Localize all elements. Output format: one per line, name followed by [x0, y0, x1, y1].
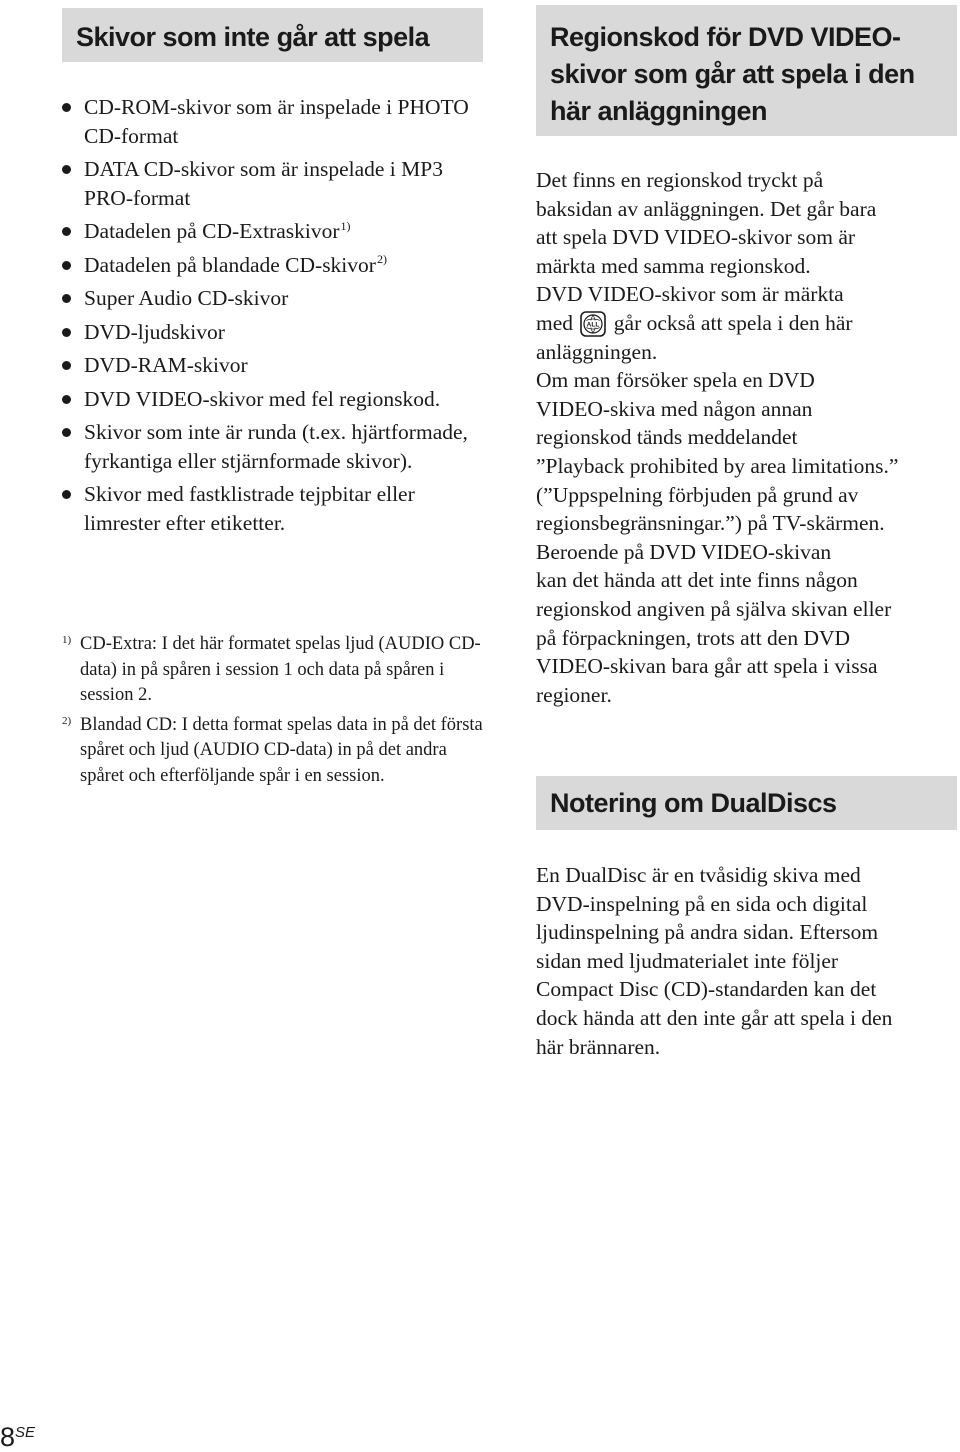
bullet-icon	[62, 490, 71, 499]
list-item	[62, 351, 482, 380]
list-item	[62, 480, 482, 537]
paragraph-line: regionsbegränsningar.”) på TV-skärmen.	[536, 511, 885, 536]
paragraph-line: DVD-inspelning på en sida och digital	[536, 891, 868, 916]
paragraph-line: regionskod tänds meddelandet	[536, 425, 798, 450]
page-number	[0, 1418, 35, 1452]
bullet-icon	[62, 165, 71, 174]
paragraph-line: ljudinspelning på andra sidan. Eftersom	[536, 920, 879, 945]
list-item-text: CD-ROM-skivor som är inspelade i PHOTO CD-format	[84, 95, 469, 148]
page-number-value: 8	[0, 1422, 16, 1452]
list-item-text: DATA CD-skivor som är inspelade i MP3 PRO-format	[84, 157, 443, 210]
list-item	[62, 418, 482, 475]
paragraph-line: Compact Disc (CD)-standarden kan det	[536, 977, 877, 1002]
region-icon-line-before: med	[536, 310, 574, 335]
list-item	[62, 318, 482, 347]
paragraph-line: VIDEO-skivan bara går att spela i vissa	[536, 654, 878, 679]
paragraph-line: anläggningen.	[536, 339, 658, 364]
paragraph-line: märkta med samma regionskod.	[536, 253, 811, 278]
paragraph-line: sidan med ljudmaterialet inte följer	[536, 948, 839, 973]
paragraph-line: att spela DVD VIDEO-skivor som är	[536, 225, 856, 250]
list-item-text: Skivor som inte är runda (t.ex. hjärtformade, fyrkantiga eller stjärnformade skivor).	[84, 420, 468, 473]
paragraph-line: Beroende på DVD VIDEO-skivan	[536, 539, 832, 564]
paragraph-line: här brännaren.	[536, 1034, 661, 1059]
footnotes	[62, 632, 487, 793]
list-item	[62, 155, 482, 212]
bullet-icon	[62, 103, 71, 112]
region-all-icon	[580, 311, 606, 337]
list-item-text: DVD-ljudskivor	[84, 319, 225, 344]
list-item	[62, 93, 482, 150]
paragraph-line: Det finns en regionskod tryckt på	[536, 168, 824, 192]
paragraph-line: DVD VIDEO-skivor som är märkta	[536, 282, 844, 307]
paragraph-line: regioner.	[536, 682, 612, 707]
paragraph-line: VIDEO-skiva med någon annan	[536, 396, 813, 421]
list-item-text: Datadelen på blandade CD-skivor	[84, 252, 376, 277]
region-all-icon-label: ALL	[587, 321, 600, 329]
paragraph-line: ”Playback prohibited by area limitations.”	[536, 453, 899, 478]
paragraph-line: En DualDisc är en tvåsidig skiva med	[536, 863, 861, 887]
list-item-text: DVD VIDEO-skivor med fel regionskod.	[84, 386, 441, 411]
dualdisc-paragraph	[536, 861, 960, 1061]
paragraph-line: regionskod angiven på själva skivan eller	[536, 596, 892, 621]
footnote	[62, 713, 487, 790]
region-icon-line-after: går också att spela i den här	[613, 310, 853, 335]
paragraph-line: (”Uppspelning förbjuden på grund av	[536, 482, 859, 507]
paragraph-line: dock hända att den inte går att spela i den	[536, 1005, 893, 1030]
footnote-text: CD-Extra: I det här formatet spelas ljud (AUDIO CD-data) in på spåren i session 1 och data på spåren i session 2.	[80, 634, 481, 705]
footnote	[62, 632, 487, 709]
footnote-mark: 2)	[62, 714, 72, 727]
bullet-icon	[62, 328, 71, 337]
footnote-reference: 1)	[340, 218, 351, 233]
section-heading-dualdisc: Notering om DualDiscs	[536, 776, 957, 830]
unplayable-discs-list	[62, 93, 482, 542]
list-item	[62, 385, 482, 414]
list-item-text: Datadelen på CD-Extraskivor	[84, 219, 340, 243]
list-item	[62, 251, 482, 280]
bullet-icon	[62, 361, 71, 370]
list-item-text: DVD-RAM-skivor	[84, 353, 248, 377]
paragraph-line: Om man försöker spela en DVD	[536, 368, 815, 393]
bullet-icon	[62, 261, 71, 270]
list-item	[62, 284, 482, 313]
bullet-icon	[62, 428, 71, 437]
list-item-text: Super Audio CD-skivor	[84, 286, 289, 310]
bullet-icon	[62, 395, 71, 404]
paragraph-line: baksidan av anläggningen. Det går bara	[536, 196, 877, 221]
page-number-suffix: SE	[15, 1424, 36, 1441]
region-code-paragraph	[536, 166, 960, 709]
list-item-text: Skivor med fastklistrade tejpbitar eller limrester efter etiketter.	[84, 482, 415, 535]
bullet-icon	[62, 227, 71, 236]
list-item	[62, 217, 482, 246]
region-icon-line	[536, 309, 960, 338]
bullet-icon	[62, 294, 71, 303]
section-heading-unplayable-discs: Skivor som inte går att spela	[62, 8, 483, 62]
footnote-text: Blandad CD: I detta format spelas data in på det första spåret och ljud (AUDIO CD-data) in på det andra spåret och efterföljande spår i en session.	[80, 714, 483, 786]
paragraph-line: på förpackningen, trots att den DVD	[536, 625, 851, 650]
paragraph-line: kan det hända att det inte finns någon	[536, 568, 858, 593]
footnote-mark: 1)	[62, 634, 72, 646]
section-heading-region-code: Regionskod för DVD VIDEO-skivor som går att spela i den här anläggningen	[536, 5, 957, 136]
footnote-reference: 2)	[376, 252, 387, 267]
